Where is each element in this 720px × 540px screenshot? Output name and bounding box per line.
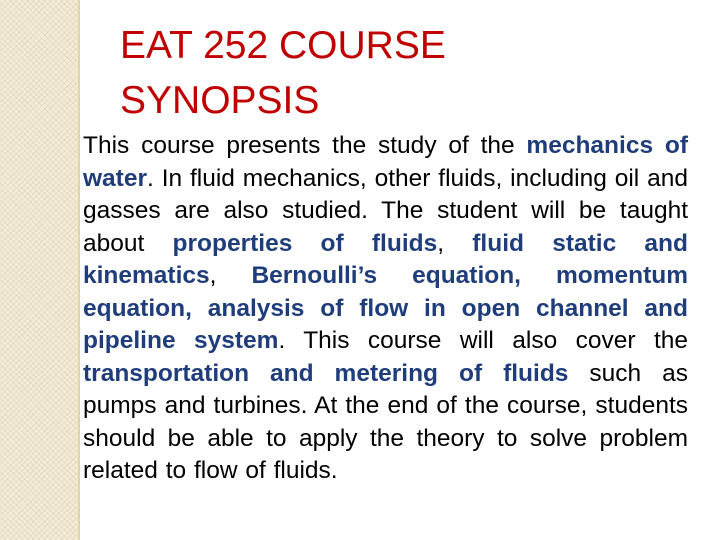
synopsis-emphasis: fluid static and kinematics <box>83 229 688 289</box>
synopsis-emphasis: Bernoulli’s equation, momentum equation, analysis of flow in open channel and pipeline system <box>83 262 688 354</box>
slide-title-line-1: EAT 252 COURSE <box>120 24 446 67</box>
side-divider <box>78 0 80 540</box>
synopsis-text: such as pumps and turbines. At the end of the course, students should be able to apply the theory to solve problem related to flow of fluids. <box>83 359 688 484</box>
slide-title-line-2: SYNOPSIS <box>120 79 320 122</box>
synopsis-emphasis: mechanics of water <box>83 132 688 192</box>
synopsis-text: , <box>209 262 252 289</box>
decorative-side-strip <box>0 0 78 540</box>
synopsis-emphasis: properties of fluids <box>172 229 438 257</box>
synopsis-text: . This course will also cover the <box>278 327 689 354</box>
synopsis-text: This course presents the study of the <box>83 132 527 159</box>
synopsis-paragraph <box>83 130 688 488</box>
slide-title <box>120 18 680 128</box>
synopsis-emphasis: transportation and metering of fluids <box>83 359 569 387</box>
synopsis-text: . In fluid mechanics, other fluids, including oil and gasses are also studied. The student will be taught about <box>83 164 688 257</box>
synopsis-text: , <box>437 229 473 257</box>
